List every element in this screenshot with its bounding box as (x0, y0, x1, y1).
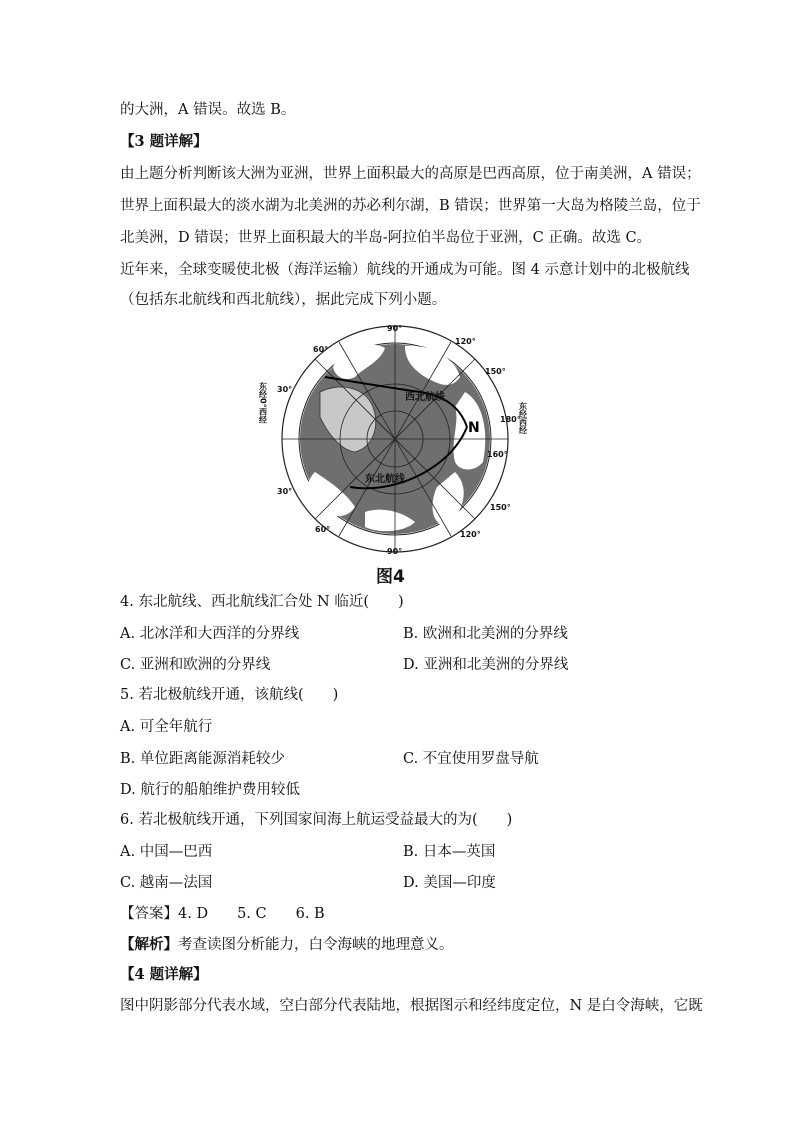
text-line-5: 北美洲，D 错误；世界上面积最大的半岛-阿拉伯半岛位于亚洲，C 正确。故选 C。 (120, 230, 652, 246)
figure-caption: 图4 (376, 567, 405, 587)
analysis-line (120, 935, 454, 955)
q6-option-a[interactable]: A. 中国—巴西 (120, 844, 213, 860)
deg-120-label: 120° (455, 337, 476, 346)
text-line-6: 近年来，全球变暖使北极（海洋运输）航线的开通成为可能。图 4 示意计划中的北极航线 (120, 262, 690, 278)
analysis-label: 【解析】 (120, 936, 178, 953)
right-lon-label: 东经西经 (518, 402, 528, 434)
question-5-stem: 5. 若北极航线开通，该航线( ) (120, 687, 339, 703)
deg-160-label: 160° (487, 450, 508, 459)
text-line-4: 世界上面积最大的淡水湖为北美洲的苏必利尔湖，B 错误；世界第一大岛为格陵兰岛，位于 (120, 198, 701, 214)
q5-option-c[interactable]: C. 不宜使用罗盘导航 (403, 751, 539, 767)
deg-150b-label: 150° (490, 503, 511, 512)
deg-90-label: 90° (387, 324, 403, 333)
section-heading-3: 【3 题详解】 (120, 133, 208, 150)
deg-90b-label: 90° (387, 547, 403, 556)
q5-option-a[interactable]: A. 可全年航行 (120, 719, 213, 735)
analysis-text: 考查读图分析能力，白令海峡的地理意义。 (178, 937, 454, 953)
deg-180-label: 180° (500, 415, 521, 424)
deg-150-label: 150° (485, 367, 506, 376)
section-heading-4: 【4 题详解】 (120, 966, 208, 983)
deg-30-label: 30° (277, 385, 293, 394)
text-line-7: （包括东北航线和西北航线），据此完成下列小题。 (120, 292, 447, 308)
deg-30b-label: 30° (277, 487, 293, 496)
strait-n-label: N (468, 420, 480, 436)
q4-option-a[interactable]: A. 北冰洋和大西洋的分界线 (120, 626, 300, 642)
ne-route-label: 东北航线 (365, 474, 405, 485)
text-line-3: 由上题分析判断该大洲为亚洲，世界上面积最大的高原是巴西高原，位于南美洲，A 错误； (120, 166, 701, 182)
q4-option-d[interactable]: D. 亚洲和北美洲的分界线 (403, 657, 569, 673)
q5-option-d[interactable]: D. 航行的船舶维护费用较低 (120, 782, 300, 798)
q6-option-b[interactable]: B. 日本—英国 (403, 844, 496, 860)
question-4-stem: 4. 东北航线、西北航线汇合处 N 临近( ) (120, 594, 404, 610)
answer-line: 【答案】4. D 5. C 6. B (120, 906, 325, 922)
q4-option-b[interactable]: B. 欧洲和北美洲的分界线 (403, 626, 568, 642)
nw-route-label: 西北航线 (405, 392, 445, 403)
deg-120b-label: 120° (460, 530, 481, 539)
arctic-route-map (255, 322, 535, 556)
q5-option-b[interactable]: B. 单位距离能源消耗较少 (120, 751, 285, 767)
q4-option-c[interactable]: C. 亚洲和欧洲的分界线 (120, 657, 271, 673)
q6-option-d[interactable]: D. 美国—印度 (403, 875, 496, 891)
question-6-stem: 6. 若北极航线开通，下列国家间海上航运受益最大的为( ) (120, 812, 513, 828)
q6-option-c[interactable]: C. 越南—法国 (120, 875, 213, 891)
detail-text: 图中阴影部分代表水域，空白部分代表陆地，根据图示和经纬度定位，N 是白令海峡，它既 (120, 998, 703, 1014)
text-line-1: 的大洲，A 错误。故选 B。 (120, 102, 296, 118)
deg-60b-label: 60° (315, 525, 331, 534)
deg-60-label: 60° (313, 345, 329, 354)
left-lon-label: 东经0°西经 (258, 382, 268, 424)
